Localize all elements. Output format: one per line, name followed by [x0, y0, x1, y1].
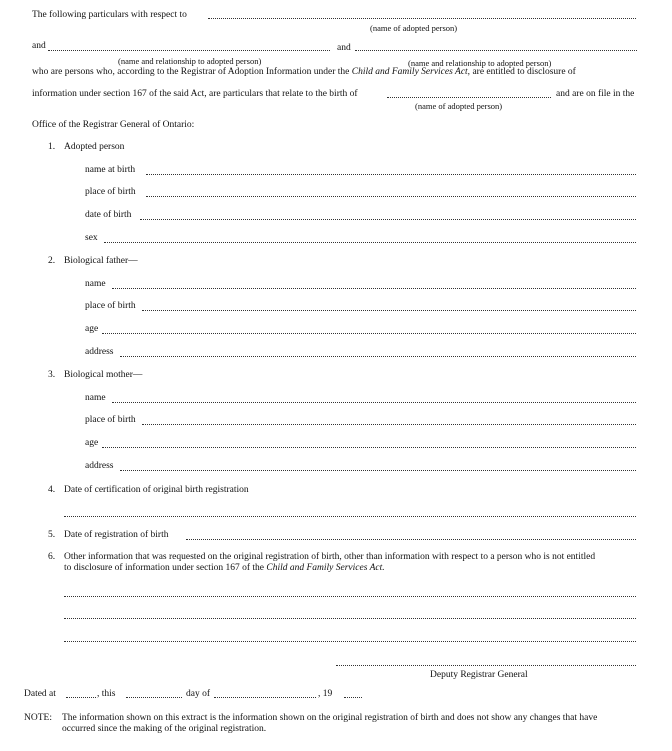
section-3-num: 3.: [48, 370, 56, 380]
s3-field-age: age: [85, 438, 99, 448]
s1-place-of-birth-line[interactable]: [146, 196, 636, 197]
s3-age-line[interactable]: [102, 447, 636, 448]
intro-line4-pre: information under section 167 of the said Act, are particulars that relate to the birth of: [32, 89, 358, 99]
dated-day-line[interactable]: [126, 697, 182, 698]
adopted-person-name-line-2[interactable]: [387, 97, 551, 98]
intro-line5: Office of the Registrar General of Ontario:: [32, 120, 195, 130]
s2-field-place-of-birth: place of birth: [85, 301, 136, 311]
s6-info-line-2[interactable]: [64, 618, 636, 619]
s2-field-age: age: [85, 324, 99, 334]
adopted-person-name-line[interactable]: [208, 18, 636, 19]
intro-line3: [32, 67, 638, 78]
s3-field-address: address: [85, 461, 114, 471]
caption-name-relationship-1: (name and relationship to adopted person): [118, 56, 262, 66]
section-4-num: 4.: [48, 485, 56, 495]
dated-month-line[interactable]: [214, 697, 316, 698]
caption-adopted-person-2: (name of adopted person): [415, 101, 503, 111]
intro-and-1: and: [32, 41, 46, 51]
s3-place-of-birth-line[interactable]: [142, 424, 636, 425]
intro-line1: The following particulars with respect to: [32, 10, 187, 20]
s1-field-place-of-birth: place of birth: [85, 187, 136, 197]
section-6-line2: [64, 563, 385, 574]
s2-name-line[interactable]: [112, 288, 636, 289]
section-5-num: 5.: [48, 530, 56, 540]
s4-date-line[interactable]: [64, 516, 636, 517]
intro-line3-post: are entitled to disclosure of: [472, 67, 576, 77]
s2-field-name: name: [85, 279, 106, 289]
s1-name-at-birth-line[interactable]: [146, 174, 636, 175]
section-4-title: Date of certification of original birth registration: [64, 485, 249, 495]
dated-place-line[interactable]: [66, 697, 96, 698]
s3-address-line[interactable]: [120, 470, 636, 471]
section-6-line2-pre: to disclosure of information under section 167 of the: [64, 563, 264, 573]
s6-info-line-1[interactable]: [64, 596, 636, 597]
note-line1: The information shown on this extract is the information shown on the original registration of birth and does not show any changes that have: [62, 713, 598, 723]
section-6-line1: Other information that was requested on the original registration of birth, other than information with respect to a person who is not entitled: [64, 552, 596, 562]
s1-field-sex: sex: [85, 233, 98, 243]
intro-line4-post: and are on file in the: [556, 89, 635, 99]
section-5-title: Date of registration of birth: [64, 530, 169, 540]
note-line2: occurred since the making of the original registration.: [62, 724, 267, 734]
section-1-title: Adopted person: [64, 142, 125, 152]
dated-year-line[interactable]: [344, 697, 362, 698]
s1-sex-line[interactable]: [104, 242, 636, 243]
section-2-title: Biological father—: [64, 256, 138, 266]
dated-day-of-label: day of: [186, 689, 211, 699]
intro-line3-pre: who are persons who, according to the Registrar of Adoption Information under the: [32, 67, 350, 77]
signature-line[interactable]: [336, 665, 636, 666]
dated-this-label: , this: [97, 689, 116, 699]
dated-label: Dated at: [24, 689, 56, 699]
s1-date-of-birth-line[interactable]: [140, 219, 636, 220]
section-2-num: 2.: [48, 256, 56, 266]
section-1-num: 1.: [48, 142, 56, 152]
s2-age-line[interactable]: [102, 333, 636, 334]
signature-caption: Deputy Registrar General: [430, 670, 528, 680]
person-1-name-line[interactable]: [48, 50, 330, 51]
s3-field-place-of-birth: place of birth: [85, 415, 136, 425]
s3-field-name: name: [85, 393, 106, 403]
caption-adopted-person: (name of adopted person): [370, 23, 458, 33]
caption-name-relationship-2: (name and relationship to adopted person): [408, 58, 552, 68]
s2-address-line[interactable]: [120, 356, 636, 357]
s6-info-line-3[interactable]: [64, 641, 636, 642]
note-label: NOTE:: [24, 713, 52, 723]
act-name-2: Child and Family Services Act.: [266, 563, 385, 573]
dated-year-label: , 19: [318, 689, 333, 699]
section-3-title: Biological mother—: [64, 370, 143, 380]
s2-field-address: address: [85, 347, 114, 357]
s5-date-line[interactable]: [186, 539, 636, 540]
s2-place-of-birth-line[interactable]: [142, 310, 636, 311]
act-name-1: Child and Family Services Act,: [351, 67, 471, 77]
s3-name-line[interactable]: [112, 402, 636, 403]
section-6-num: 6.: [48, 552, 56, 562]
s1-field-date-of-birth: date of birth: [85, 210, 132, 220]
s1-field-name-at-birth: name at birth: [85, 165, 136, 175]
intro-and-2: and: [337, 43, 351, 53]
person-2-name-line[interactable]: [355, 50, 637, 51]
